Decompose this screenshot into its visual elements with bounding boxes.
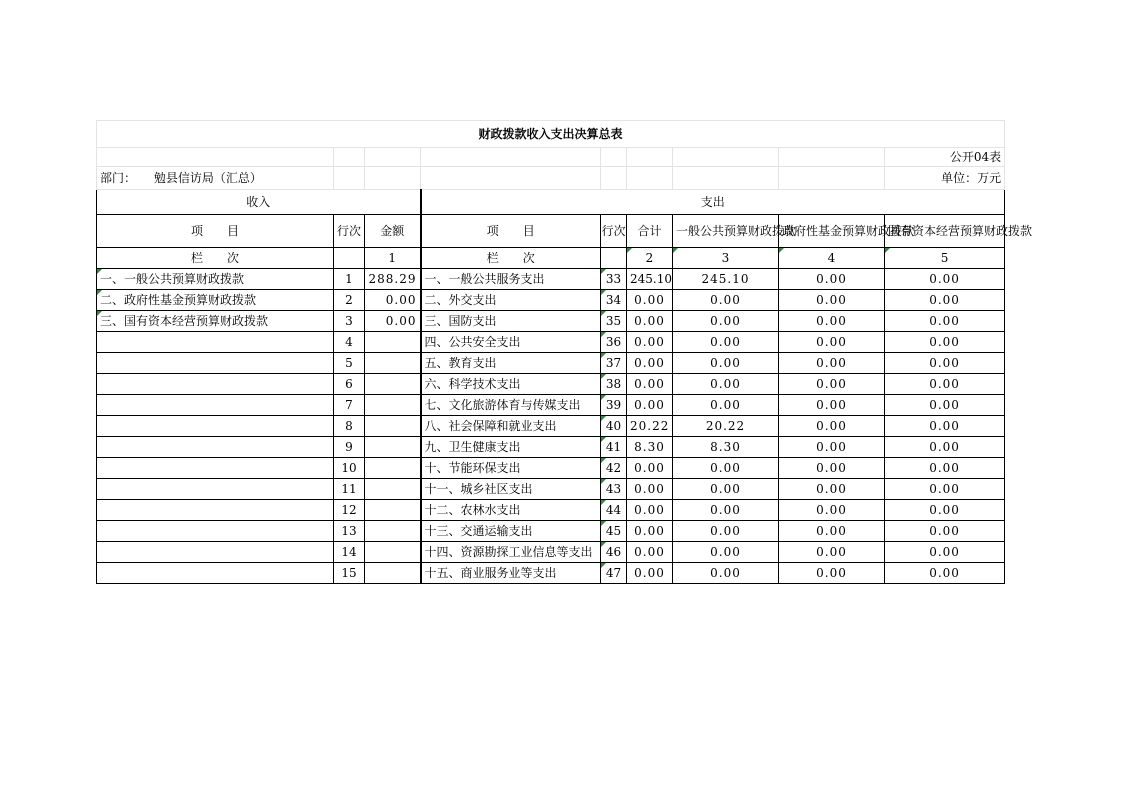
general-budget-cell: 20.22 <box>673 416 779 437</box>
column-number-label: 栏 次 <box>97 248 334 269</box>
expense-total-cell: 8.30 <box>627 437 673 458</box>
gov-fund-cell: 0.00 <box>779 311 885 332</box>
expense-row-number: 34 <box>601 290 627 311</box>
table-row <box>97 563 1005 584</box>
state-capital-cell: 0.00 <box>885 311 1005 332</box>
expense-total-cell: 0.00 <box>627 332 673 353</box>
col-gov-fund: 政府性基金预算财政拨款 <box>779 215 885 248</box>
expense-item-cell: 九、卫生健康支出 <box>421 437 601 458</box>
expense-total-cell: 0.00 <box>627 353 673 374</box>
table-row <box>97 437 1005 458</box>
expense-total-cell: 20.22 <box>627 416 673 437</box>
general-budget-cell: 245.10 <box>673 269 779 290</box>
expense-item-cell: 一、一般公共服务支出 <box>421 269 601 290</box>
general-budget-cell: 0.00 <box>673 500 779 521</box>
col-expense-item: 项 目 <box>421 215 601 248</box>
column-number-expense-label: 栏 次 <box>421 248 601 269</box>
col-expense-row-no: 行次 <box>601 215 627 248</box>
col-income-amount: 金额 <box>365 215 421 248</box>
expense-total-cell: 0.00 <box>627 500 673 521</box>
income-row-number: 5 <box>334 353 365 374</box>
income-amount-cell <box>365 374 421 395</box>
column-number-fund: 4 <box>779 248 885 269</box>
table-row <box>97 269 1005 290</box>
table-row <box>97 311 1005 332</box>
spreadsheet-sheet <box>96 120 1033 584</box>
income-amount-cell: 288.29 <box>365 269 421 290</box>
expense-row-number: 43 <box>601 479 627 500</box>
col-income-row-no: 行次 <box>334 215 365 248</box>
department <box>97 167 334 190</box>
unit-label: 单位：万元 <box>885 167 1005 190</box>
expense-item-cell: 四、公共安全支出 <box>421 332 601 353</box>
income-item-cell <box>97 437 334 458</box>
expense-total-cell: 245.10 <box>627 269 673 290</box>
column-number-total: 2 <box>627 248 673 269</box>
table-row <box>97 395 1005 416</box>
income-amount-cell <box>365 521 421 542</box>
income-item-cell <box>97 500 334 521</box>
expense-row-number: 35 <box>601 311 627 332</box>
expense-total-cell: 0.00 <box>627 290 673 311</box>
income-amount-cell <box>365 479 421 500</box>
column-number-general: 3 <box>673 248 779 269</box>
col-general-budget: 一般公共预算财政拨款 <box>673 215 779 248</box>
income-item-cell <box>97 353 334 374</box>
table-row <box>97 416 1005 437</box>
income-item-cell <box>97 458 334 479</box>
gov-fund-cell: 0.00 <box>779 437 885 458</box>
state-capital-cell: 0.00 <box>885 395 1005 416</box>
income-row-number: 15 <box>334 563 365 584</box>
income-item-cell <box>97 395 334 416</box>
gov-fund-cell: 0.00 <box>779 479 885 500</box>
expense-row-number: 40 <box>601 416 627 437</box>
expense-row-number: 33 <box>601 269 627 290</box>
general-budget-cell: 0.00 <box>673 395 779 416</box>
general-budget-cell: 0.00 <box>673 374 779 395</box>
expense-total-cell: 0.00 <box>627 311 673 332</box>
income-row-number: 2 <box>334 290 365 311</box>
department-label: 部门： <box>100 171 137 185</box>
col-total: 合计 <box>627 215 673 248</box>
expense-item-cell: 十二、农林水支出 <box>421 500 601 521</box>
expense-item-cell: 十四、资源勘探工业信息等支出 <box>421 542 601 563</box>
income-item-cell <box>97 332 334 353</box>
expense-total-cell: 0.00 <box>627 542 673 563</box>
income-row-number: 9 <box>334 437 365 458</box>
expense-row-number: 38 <box>601 374 627 395</box>
fiscal-summary-table <box>96 120 1033 584</box>
state-capital-cell: 0.00 <box>885 500 1005 521</box>
table-row <box>97 521 1005 542</box>
expense-item-cell: 六、科学技术支出 <box>421 374 601 395</box>
general-budget-cell: 0.00 <box>673 290 779 311</box>
expense-row-number: 46 <box>601 542 627 563</box>
expense-total-cell: 0.00 <box>627 395 673 416</box>
gov-fund-cell: 0.00 <box>779 374 885 395</box>
general-budget-cell: 0.00 <box>673 311 779 332</box>
table-title: 财政拨款收入支出决算总表 <box>97 121 1005 148</box>
general-budget-cell: 0.00 <box>673 353 779 374</box>
expense-total-cell: 0.00 <box>627 521 673 542</box>
expense-row-number: 36 <box>601 332 627 353</box>
gov-fund-cell: 0.00 <box>779 269 885 290</box>
income-item-cell <box>97 542 334 563</box>
column-number-capital: 5 <box>885 248 1005 269</box>
state-capital-cell: 0.00 <box>885 290 1005 311</box>
state-capital-cell: 0.00 <box>885 332 1005 353</box>
state-capital-cell: 0.00 <box>885 542 1005 563</box>
form-code: 公开04表 <box>885 148 1005 167</box>
state-capital-cell: 0.00 <box>885 458 1005 479</box>
expense-item-cell: 八、社会保障和就业支出 <box>421 416 601 437</box>
income-row-number: 6 <box>334 374 365 395</box>
expense-row-number: 37 <box>601 353 627 374</box>
state-capital-cell: 0.00 <box>885 269 1005 290</box>
state-capital-cell: 0.00 <box>885 416 1005 437</box>
table-row <box>97 332 1005 353</box>
gov-fund-cell: 0.00 <box>779 458 885 479</box>
column-number-amount: 1 <box>365 248 421 269</box>
general-budget-cell: 0.00 <box>673 563 779 584</box>
general-budget-cell: 0.00 <box>673 479 779 500</box>
state-capital-cell: 0.00 <box>885 374 1005 395</box>
income-amount-cell <box>365 458 421 479</box>
expense-row-number: 44 <box>601 500 627 521</box>
income-item-cell: 一、一般公共预算财政拨款 <box>97 269 334 290</box>
state-capital-cell: 0.00 <box>885 353 1005 374</box>
expense-item-cell: 二、外交支出 <box>421 290 601 311</box>
expense-item-cell: 十三、交通运输支出 <box>421 521 601 542</box>
expense-total-cell: 0.00 <box>627 563 673 584</box>
income-row-number: 10 <box>334 458 365 479</box>
expense-item-cell: 五、教育支出 <box>421 353 601 374</box>
department-name: 勉县信访局（汇总） <box>153 171 262 185</box>
table-row <box>97 542 1005 563</box>
income-row-number: 3 <box>334 311 365 332</box>
expense-item-cell: 十一、城乡社区支出 <box>421 479 601 500</box>
expense-item-cell: 十五、商业服务业等支出 <box>421 563 601 584</box>
income-item-cell <box>97 563 334 584</box>
table-row <box>97 500 1005 521</box>
state-capital-cell: 0.00 <box>885 563 1005 584</box>
income-row-number: 7 <box>334 395 365 416</box>
expense-total-cell: 0.00 <box>627 458 673 479</box>
general-budget-cell: 0.00 <box>673 521 779 542</box>
gov-fund-cell: 0.00 <box>779 332 885 353</box>
income-amount-cell <box>365 395 421 416</box>
expense-row-number: 45 <box>601 521 627 542</box>
income-amount-cell <box>365 563 421 584</box>
income-row-number: 14 <box>334 542 365 563</box>
gov-fund-cell: 0.00 <box>779 542 885 563</box>
gov-fund-cell: 0.00 <box>779 416 885 437</box>
income-amount-cell <box>365 353 421 374</box>
income-item-cell <box>97 374 334 395</box>
expense-row-number: 47 <box>601 563 627 584</box>
income-amount-cell: 0.00 <box>365 311 421 332</box>
income-amount-cell: 0.00 <box>365 290 421 311</box>
income-item-cell <box>97 416 334 437</box>
general-budget-cell: 0.00 <box>673 458 779 479</box>
income-row-number: 8 <box>334 416 365 437</box>
income-row-number: 4 <box>334 332 365 353</box>
table-row <box>97 458 1005 479</box>
expense-section-header: 支出 <box>421 190 1005 215</box>
expense-item-cell: 十、节能环保支出 <box>421 458 601 479</box>
income-item-cell <box>97 479 334 500</box>
general-budget-cell: 0.00 <box>673 542 779 563</box>
income-amount-cell <box>365 542 421 563</box>
general-budget-cell: 0.00 <box>673 332 779 353</box>
expense-row-number: 39 <box>601 395 627 416</box>
col-income-item: 项 目 <box>97 215 334 248</box>
state-capital-cell: 0.00 <box>885 437 1005 458</box>
state-capital-cell: 0.00 <box>885 479 1005 500</box>
table-row <box>97 290 1005 311</box>
income-section-header: 收入 <box>97 190 421 215</box>
income-item-cell <box>97 521 334 542</box>
income-amount-cell <box>365 332 421 353</box>
gov-fund-cell: 0.00 <box>779 521 885 542</box>
income-row-number: 11 <box>334 479 365 500</box>
income-amount-cell <box>365 500 421 521</box>
expense-item-cell: 七、文化旅游体育与传媒支出 <box>421 395 601 416</box>
gov-fund-cell: 0.00 <box>779 395 885 416</box>
gov-fund-cell: 0.00 <box>779 353 885 374</box>
income-row-number: 1 <box>334 269 365 290</box>
income-amount-cell <box>365 437 421 458</box>
income-row-number: 13 <box>334 521 365 542</box>
income-item-cell: 三、国有资本经营预算财政拨款 <box>97 311 334 332</box>
income-item-cell: 二、政府性基金预算财政拨款 <box>97 290 334 311</box>
table-row <box>97 374 1005 395</box>
table-row <box>97 353 1005 374</box>
expense-item-cell: 三、国防支出 <box>421 311 601 332</box>
expense-total-cell: 0.00 <box>627 479 673 500</box>
state-capital-cell: 0.00 <box>885 521 1005 542</box>
gov-fund-cell: 0.00 <box>779 500 885 521</box>
col-state-capital: 国有资本经营预算财政拨款 <box>885 215 1005 248</box>
income-amount-cell <box>365 416 421 437</box>
expense-row-number: 41 <box>601 437 627 458</box>
gov-fund-cell: 0.00 <box>779 563 885 584</box>
income-row-number: 12 <box>334 500 365 521</box>
expense-total-cell: 0.00 <box>627 374 673 395</box>
general-budget-cell: 8.30 <box>673 437 779 458</box>
expense-row-number: 42 <box>601 458 627 479</box>
table-row <box>97 479 1005 500</box>
gov-fund-cell: 0.00 <box>779 290 885 311</box>
